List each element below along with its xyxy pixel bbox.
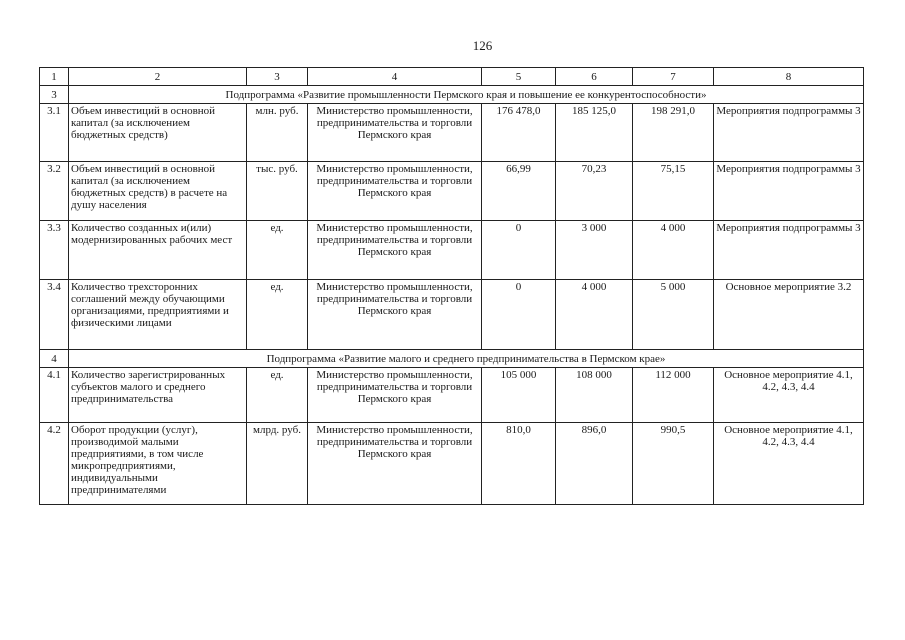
indicator-name: Объем инвестиций в основной капитал (за исключением бюджетных средств) <box>69 104 247 162</box>
table-row <box>40 280 864 350</box>
unit: ед. <box>247 221 308 280</box>
value-col7: 112 000 <box>633 368 714 423</box>
indicator-name: Оборот продукции (услуг), производимой малыми предприятиями, в том числе микропредприятиями, индивидуальными предпринимателями <box>69 423 247 505</box>
section-title: Подпрограмма «Развитие промышленности Пермского края и повышение ее конкурентоспособности» <box>69 86 864 104</box>
responsible: Министерство промышленности, предпринимательства и торговли Пермского края <box>308 368 482 423</box>
unit: ед. <box>247 368 308 423</box>
activities: Мероприятия подпрограммы 3 <box>714 104 864 162</box>
value-col6: 70,23 <box>556 162 633 221</box>
row-number: 4.2 <box>40 423 69 505</box>
value-col7: 198 291,0 <box>633 104 714 162</box>
value-col5: 0 <box>482 221 556 280</box>
value-col5: 810,0 <box>482 423 556 505</box>
responsible: Министерство промышленности, предпринимательства и торговли Пермского края <box>308 221 482 280</box>
section-row-3 <box>40 86 864 104</box>
value-col5: 105 000 <box>482 368 556 423</box>
row-number: 3.3 <box>40 221 69 280</box>
value-col6: 185 125,0 <box>556 104 633 162</box>
row-number: 4.1 <box>40 368 69 423</box>
row-number: 3.4 <box>40 280 69 350</box>
header-cell-1: 1 <box>40 68 69 86</box>
activities: Основное мероприятие 3.2 <box>714 280 864 350</box>
responsible: Министерство промышленности, предпринимательства и торговли Пермского края <box>308 104 482 162</box>
value-col6: 4 000 <box>556 280 633 350</box>
row-number: 3.1 <box>40 104 69 162</box>
table-row <box>40 104 864 162</box>
header-cell-6: 6 <box>556 68 633 86</box>
unit: ед. <box>247 280 308 350</box>
header-cell-4: 4 <box>308 68 482 86</box>
header-cell-5: 5 <box>482 68 556 86</box>
indicator-name: Количество трехсторонних соглашений между обучающими организациями, предприятиями и физическими лицами <box>69 280 247 350</box>
table-row <box>40 221 864 280</box>
page-number: 126 <box>472 38 493 53</box>
header-cell-2: 2 <box>69 68 247 86</box>
row-number: 3.2 <box>40 162 69 221</box>
section-number: 4 <box>40 350 69 368</box>
value-col7: 4 000 <box>633 221 714 280</box>
header-cell-7: 7 <box>633 68 714 86</box>
value-col7: 75,15 <box>633 162 714 221</box>
header-cell-3: 3 <box>247 68 308 86</box>
unit: тыс. руб. <box>247 162 308 221</box>
activities: Мероприятия подпрограммы 3 <box>714 221 864 280</box>
responsible: Министерство промышленности, предпринимательства и торговли Пермского края <box>308 423 482 505</box>
indicators-table <box>39 67 864 505</box>
unit: млн. руб. <box>247 104 308 162</box>
table-row <box>40 423 864 505</box>
header-cell-8: 8 <box>714 68 864 86</box>
activities: Мероприятия подпрограммы 3 <box>714 162 864 221</box>
value-col5: 176 478,0 <box>482 104 556 162</box>
value-col5: 66,99 <box>482 162 556 221</box>
indicator-name: Объем инвестиций в основной капитал (за исключением бюджетных средств) в расчете на душу населения <box>69 162 247 221</box>
indicator-name: Количество зарегистрированных субъектов малого и среднего предпринимательства <box>69 368 247 423</box>
value-col5: 0 <box>482 280 556 350</box>
value-col6: 896,0 <box>556 423 633 505</box>
unit: млрд. руб. <box>247 423 308 505</box>
table-row <box>40 368 864 423</box>
value-col6: 3 000 <box>556 221 633 280</box>
value-col7: 990,5 <box>633 423 714 505</box>
section-title: Подпрограмма «Развитие малого и среднего предпринимательства в Пермском крае» <box>69 350 864 368</box>
section-number: 3 <box>40 86 69 104</box>
responsible: Министерство промышленности, предпринимательства и торговли Пермского края <box>308 280 482 350</box>
table-row <box>40 162 864 221</box>
section-row-4 <box>40 350 864 368</box>
value-col6: 108 000 <box>556 368 633 423</box>
activities: Основное мероприятие 4.1, 4.2, 4.3, 4.4 <box>714 423 864 505</box>
value-col7: 5 000 <box>633 280 714 350</box>
indicator-name: Количество созданных и(или) модернизированных рабочих мест <box>69 221 247 280</box>
responsible: Министерство промышленности, предпринимательства и торговли Пермского края <box>308 162 482 221</box>
activities: Основное мероприятие 4.1, 4.2, 4.3, 4.4 <box>714 368 864 423</box>
header-row <box>40 68 864 86</box>
